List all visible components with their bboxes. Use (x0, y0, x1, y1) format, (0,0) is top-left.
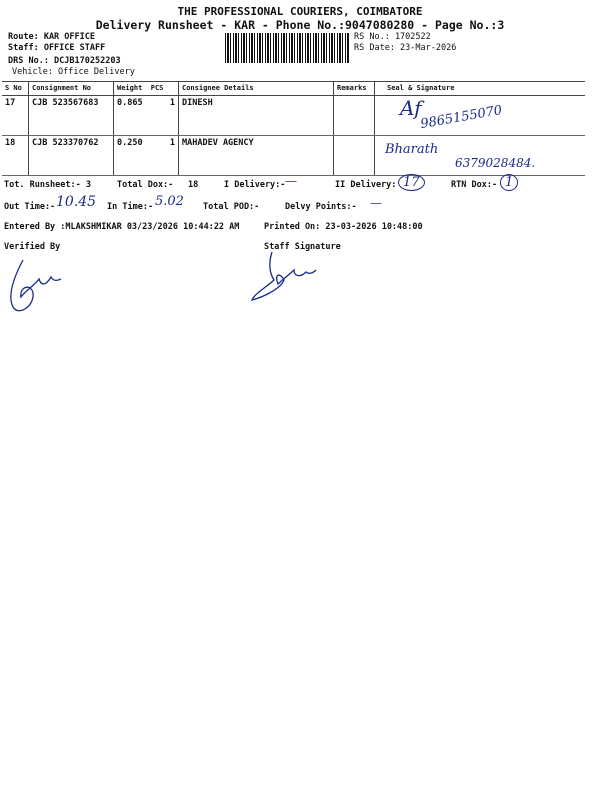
drs-number: DRS No.: DCJB170252203 (8, 56, 121, 66)
sno: 18 (2, 136, 29, 176)
route: Route: KAR OFFICE (8, 32, 95, 42)
entered-by: Entered By :MLAKSHMIKAR 03/23/2026 10:44:22 AM (4, 222, 240, 232)
signature-phone: 9865155070 (419, 102, 504, 133)
rtn-dox-label: RTN Dox:- (451, 180, 498, 190)
verified-signature (5, 255, 65, 317)
total-runsheet: Tot. Runsheet:- 3 (4, 180, 91, 190)
signature: Af (400, 96, 422, 120)
weight: 0.250 (117, 138, 143, 148)
remarks (334, 136, 375, 176)
weight: 0.865 (117, 98, 143, 108)
total-dox: 18 (188, 180, 199, 190)
total-pod-label: Total POD:- (203, 202, 260, 212)
i-delivery-label: I Delivery:- (224, 180, 286, 190)
rtn-dox: 1 (500, 174, 518, 191)
rs-date: RS Date: 23-Mar-2026 (354, 43, 457, 53)
table-row (2, 96, 585, 136)
barcode (225, 33, 350, 63)
in-time: 5.02 (155, 194, 184, 209)
consignee: MAHADEV AGENCY (179, 136, 334, 176)
document-title: Delivery Runsheet - KAR - Phone No.:9047080280 - Page No.:3 (95, 18, 505, 32)
remarks (334, 96, 375, 136)
company-name: THE PROFESSIONAL COURIERS, COIMBATORE (177, 5, 423, 18)
sno: 17 (2, 96, 29, 136)
signature-phone: 6379028484. (455, 156, 536, 170)
ii-delivery-label: II Delivery: (335, 180, 397, 190)
consignment-table (2, 81, 585, 176)
col-seal-signature: Seal & Signature (375, 82, 586, 96)
col-remarks: Remarks (334, 82, 375, 96)
delvy-points-label: Delvy Points:- (285, 202, 357, 212)
col-consignee: Consignee Details (179, 82, 334, 96)
ii-delivery: 17 (398, 174, 425, 191)
out-time: 10.45 (56, 194, 97, 210)
out-time-label: Out Time:- (4, 202, 56, 212)
col-pcs: PCS (150, 84, 164, 92)
verified-by-label: Verified By (4, 242, 61, 252)
in-time-label: In Time:- (107, 202, 154, 212)
col-consignment: Consignment No (29, 82, 114, 96)
signature: Bharath (385, 142, 439, 157)
col-sno: S No (2, 82, 29, 96)
delvy-points: — (370, 196, 382, 210)
consignment-no: CJB 523370762 (29, 136, 114, 176)
consignee: DINESH (179, 96, 334, 136)
pcs: 1 (169, 138, 175, 148)
staff-signature (250, 250, 320, 305)
printed-on: Printed On: 23-03-2026 10:48:00 (264, 222, 423, 232)
pcs: 1 (169, 98, 175, 108)
staff: Staff: OFFICE STAFF (8, 43, 106, 53)
total-dox-label: Total Dox:- (117, 180, 174, 190)
table-header (2, 82, 585, 96)
i-delivery: — (285, 174, 297, 188)
vehicle: Vehicle: Office Delivery (12, 67, 135, 77)
staff-signature-label: Staff Signature (264, 242, 341, 252)
rs-number: RS No.: 1702522 (354, 32, 431, 42)
table-row (2, 136, 585, 176)
consignment-no: CJB 523567683 (29, 96, 114, 136)
col-weight: Weight (117, 84, 143, 92)
